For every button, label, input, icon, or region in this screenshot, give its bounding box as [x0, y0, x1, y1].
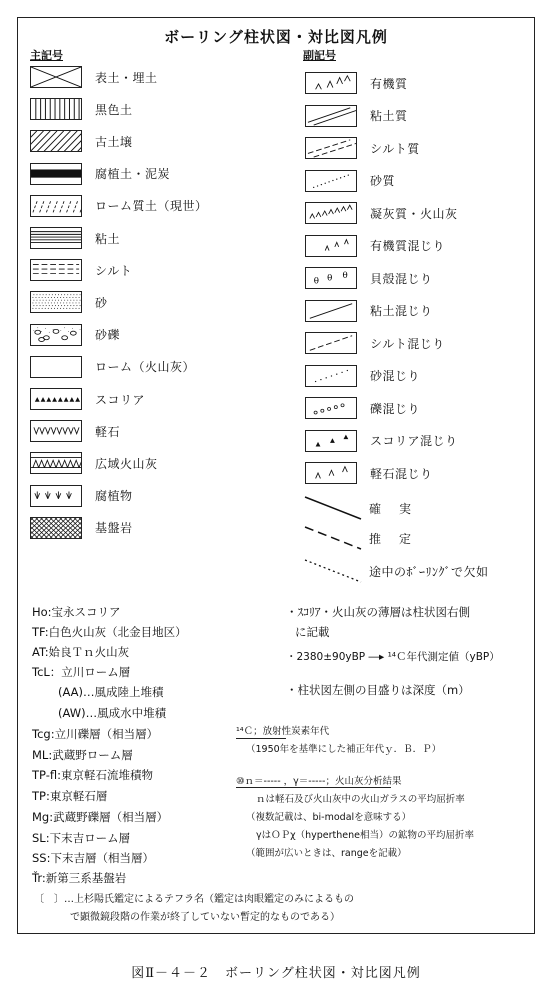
main-symbol-label: 腐植土・泥炭	[95, 167, 171, 182]
figure-caption: 図Ⅱ－４－２ ボーリング柱状図・対比図凡例	[131, 966, 421, 981]
abbreviation-item: TP-fl:東京軽石流堆積物	[32, 768, 153, 782]
note-c14-def: ¹⁴Ｃ；放射性炭素年代	[236, 726, 330, 737]
main-symbol-label: 黒色土	[95, 102, 133, 117]
sub-symbol-pattern-icon	[305, 267, 357, 289]
sub-symbol-pattern-icon	[305, 202, 357, 224]
abbreviation-item: Tcg:立川礫層（相当層）	[32, 727, 159, 741]
main-symbol-label: 基盤岩	[95, 521, 133, 536]
sub-symbol-row	[305, 104, 408, 128]
main-symbol-pattern-icon	[30, 324, 82, 346]
main-symbol-row	[30, 226, 120, 250]
abbreviation-item: Mg:武蔵野礫層（相当層）	[32, 810, 169, 824]
main-symbol-row	[30, 97, 133, 121]
sub-symbol-pattern-icon	[305, 300, 357, 322]
main-symbol-label: 砂	[95, 295, 108, 310]
refraction-underline	[236, 787, 391, 788]
note-refraction: ⑩ｎ＝‐‐‐‐‐ ，γ＝‐‐‐‐‐；火山灰分析結果	[236, 776, 402, 787]
main-symbol-label: ローム（火山灰）	[95, 360, 196, 375]
sub-symbol-row	[305, 461, 433, 485]
main-symbol-pattern-icon	[30, 98, 82, 120]
note-scoria-1: ・ｽｺﾘｱ・火山灰の薄層は柱状図右側	[286, 605, 470, 619]
note-c14: ・2380±90yBP ―▸ ¹⁴Ｃ年代測定値（yBP）	[286, 651, 500, 663]
svg-text:θ: θ	[342, 270, 348, 280]
c14-underline	[236, 738, 286, 739]
abbreviation-item: (AA)…風成陸上堆積	[58, 685, 164, 699]
sub-symbol-row	[305, 331, 445, 355]
main-symbol-row	[30, 484, 133, 508]
sub-symbol-pattern-icon	[305, 72, 357, 94]
main-symbol-row	[30, 323, 120, 347]
abbreviation-item: TF:白色火山灰（北金目地区）	[32, 625, 187, 639]
main-symbol-label: 表土・埋土	[95, 70, 158, 85]
main-symbol-row	[30, 290, 108, 314]
main-symbol-row	[30, 355, 195, 379]
note-refraction-g2: （範囲が広いときは、rangeを記載）	[246, 848, 407, 859]
main-symbol-row	[30, 387, 145, 411]
main-symbol-pattern-icon	[30, 66, 82, 88]
sub-symbol-pattern-icon	[305, 170, 357, 192]
abbreviation-item: SL:下末吉ローム層	[32, 831, 131, 845]
note-c14-def2: （1950年を基準にした補正年代ｙ．Ｂ．Ｐ）	[246, 744, 442, 755]
main-symbol-label: 粘土	[95, 231, 121, 246]
dashed-line-icon	[303, 525, 363, 551]
sub-symbol-row	[305, 201, 458, 225]
main-symbol-label: シルト	[95, 263, 133, 278]
main-symbol-row	[30, 516, 133, 540]
abbreviation-item: SS:下末吉層（相当層）	[32, 851, 154, 865]
sub-symbol-row	[305, 136, 420, 160]
main-symbol-pattern-icon	[30, 130, 82, 152]
sub-symbols-header: 副記号	[303, 49, 336, 62]
main-symbol-row	[30, 162, 170, 186]
note-refraction-n2: （複数記載は、bi-modalを意味する）	[246, 812, 412, 823]
sub-symbol-label: 有機質	[370, 76, 408, 91]
sub-symbol-row	[305, 429, 458, 453]
sub-symbol-row	[305, 234, 445, 258]
line-certain-label: 確 実	[369, 501, 415, 516]
sub-symbol-label: 有機質混じり	[370, 239, 446, 253]
note-tephra-1: 〔 〕…上杉陽氏鑑定によるテフラ名（鑑定は肉眼鑑定のみによるもの	[34, 894, 354, 905]
line-missing-label: 途中のﾎﾞｰﾘﾝｸﾞで欠如	[369, 564, 489, 579]
main-symbol-label: 古土壌	[95, 134, 133, 149]
sub-symbol-label: 凝灰質・火山灰	[370, 206, 458, 221]
line-estimated	[303, 525, 414, 551]
note-tephra-2: で顕微鏡段階の作業が終了していない暫定的なものである）	[70, 912, 340, 923]
abbreviation-item: Ho:宝永スコリア	[32, 605, 121, 619]
main-symbol-label: 広域火山灰	[95, 456, 158, 471]
abbreviation-item: TcL：立川ローム層	[32, 665, 131, 679]
line-missing	[303, 558, 489, 584]
solid-line-icon	[303, 495, 363, 521]
main-symbol-row	[30, 65, 158, 89]
sub-symbol-label: シルト混じり	[370, 336, 445, 351]
note-refraction-g: γはＯＰχ（hyperthene相当）の鉱物の平均屈折率	[256, 830, 474, 841]
note-scoria-2: に記載	[295, 625, 330, 639]
main-symbol-label: 軽石	[95, 424, 121, 439]
main-symbols-header: 主記号	[30, 49, 63, 62]
main-symbol-row	[30, 451, 158, 475]
main-symbol-pattern-icon	[30, 356, 82, 378]
sub-symbol-label: スコリア混じり	[370, 434, 458, 448]
main-symbol-pattern-icon	[30, 420, 82, 442]
main-symbol-pattern-icon	[30, 291, 82, 313]
main-symbol-row	[30, 258, 132, 282]
sub-symbol-row	[305, 364, 420, 388]
sub-symbol-pattern-icon	[305, 365, 357, 387]
main-symbol-pattern-icon	[30, 485, 82, 507]
note-depth: ・柱状図左側の目盛りは深度（m）	[286, 683, 470, 697]
sub-symbol-label: 礫混じり	[370, 401, 421, 416]
sub-symbol-pattern-icon	[305, 235, 357, 257]
sub-symbol-pattern-icon	[305, 462, 357, 484]
main-symbol-row	[30, 194, 208, 218]
sub-symbol-pattern-icon	[305, 137, 357, 159]
line-estimated-label: 推 定	[369, 531, 415, 546]
main-symbol-pattern-icon	[30, 227, 82, 249]
abbreviation-item: TP:東京軽石層	[32, 789, 108, 803]
main-symbol-pattern-icon	[30, 388, 82, 410]
sub-symbol-label: 粘土質	[370, 109, 408, 123]
sub-symbol-pattern-icon	[305, 332, 357, 354]
note-refraction-n: ｎは軽石及び火山灰中の火山ガラスの平均屈折率	[256, 794, 465, 805]
abbreviation-item: ML:武蔵野ローム層	[32, 748, 133, 762]
abbreviation-item: Ťr:新第三系基盤岩	[32, 871, 127, 885]
legend-frame	[17, 17, 535, 934]
main-symbol-label: ローム質土（現世）	[95, 199, 208, 214]
svg-text:θ: θ	[327, 272, 333, 283]
main-symbol-pattern-icon	[30, 259, 82, 281]
sub-symbol-row	[305, 71, 408, 95]
main-symbol-pattern-icon	[30, 517, 82, 539]
main-symbol-row	[30, 129, 133, 153]
svg-text:θ: θ	[313, 275, 319, 286]
sub-symbol-pattern-icon	[305, 397, 357, 419]
dotted-line-icon	[303, 558, 363, 584]
sub-symbol-row	[305, 169, 395, 193]
sub-symbol-row	[305, 266, 433, 290]
abbreviation-item: AT:姶良Ｔｎ火山灰	[32, 645, 130, 659]
main-symbol-pattern-icon	[30, 452, 82, 474]
sub-symbol-row	[305, 396, 420, 420]
sub-symbol-row	[305, 299, 433, 323]
legend-title: ボーリング柱状図・対比図凡例	[164, 28, 388, 46]
sub-symbol-label: 粘土混じり	[370, 304, 433, 318]
sub-symbol-label: 砂質	[370, 174, 396, 188]
sub-symbol-pattern-icon	[305, 430, 357, 452]
sub-symbol-label: 貝殻混じり	[370, 271, 433, 286]
main-symbol-pattern-icon	[30, 163, 82, 185]
main-symbol-label: 砂礫	[95, 328, 121, 343]
main-symbol-pattern-icon	[30, 195, 82, 217]
abbreviation-item: (AW)…風成水中堆積	[58, 706, 167, 720]
sub-symbol-label: 軽石混じり	[370, 466, 433, 481]
main-symbol-label: 腐植物	[95, 489, 133, 504]
sub-symbol-label: 砂混じり	[370, 369, 421, 383]
main-symbol-row	[30, 419, 120, 443]
sub-symbol-pattern-icon	[305, 105, 357, 127]
sub-symbol-label: シルト質	[370, 141, 420, 156]
main-symbol-label: スコリア	[95, 392, 146, 407]
line-certain	[303, 495, 414, 521]
